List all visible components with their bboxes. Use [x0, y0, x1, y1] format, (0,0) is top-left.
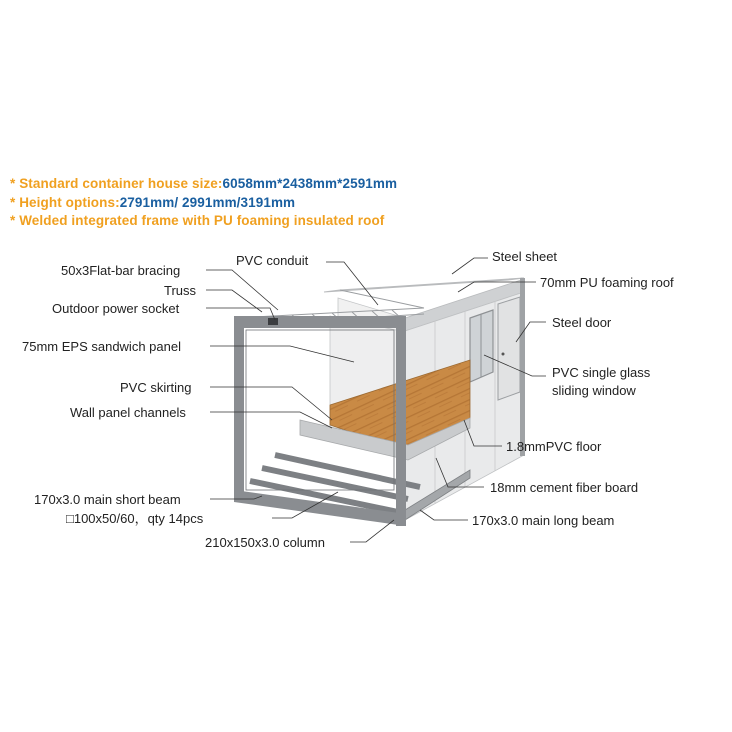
label-steel-door: Steel door — [552, 315, 612, 330]
label-sliding-window-line1: PVC single glass — [552, 365, 651, 380]
label-pu-foaming-roof: 70mm PU foaming roof — [540, 275, 674, 290]
steel-door — [498, 297, 520, 400]
headline-height-label: * Height options: — [10, 195, 120, 210]
headline-size-value: 6058mm*2438mm*2591mm — [222, 176, 398, 191]
label-truss: Truss — [164, 283, 197, 298]
headline-size-label: * Standard container house size: — [10, 176, 223, 191]
label-flat-bar-bracing: 50x3Flat-bar bracing — [61, 263, 181, 278]
label-steel-sheet: Steel sheet — [492, 249, 558, 264]
label-secondary-beam: □100x50/60，qty 14pcs — [66, 511, 204, 526]
label-cement-fiber-board: 18mm cement fiber board — [490, 480, 639, 495]
label-pvc-conduit: PVC conduit — [236, 253, 309, 268]
label-sliding-window-line2: sliding window — [552, 383, 636, 398]
label-main-long-beam: 170x3.0 main long beam — [472, 513, 615, 528]
label-main-short-beam: 170x3.0 main short beam — [34, 492, 181, 507]
label-outdoor-power-socket: Outdoor power socket — [52, 301, 180, 316]
headline-height-value: 2791mm/ 2991mm/3191mm — [119, 195, 296, 210]
label-pvc-floor: 1.8mmPVC floor — [506, 439, 602, 454]
outdoor-power-socket — [268, 318, 278, 325]
label-column: 210x150x3.0 column — [205, 535, 325, 550]
rear-post — [520, 278, 525, 456]
label-wall-panel-channels: Wall panel channels — [70, 405, 186, 420]
headline-frame-label: * Welded integrated frame with PU foaming insulated roof — [10, 213, 385, 228]
label-pvc-skirting: PVC skirting — [120, 380, 192, 395]
label-eps-sandwich-panel: 75mm EPS sandwich panel — [22, 339, 181, 354]
